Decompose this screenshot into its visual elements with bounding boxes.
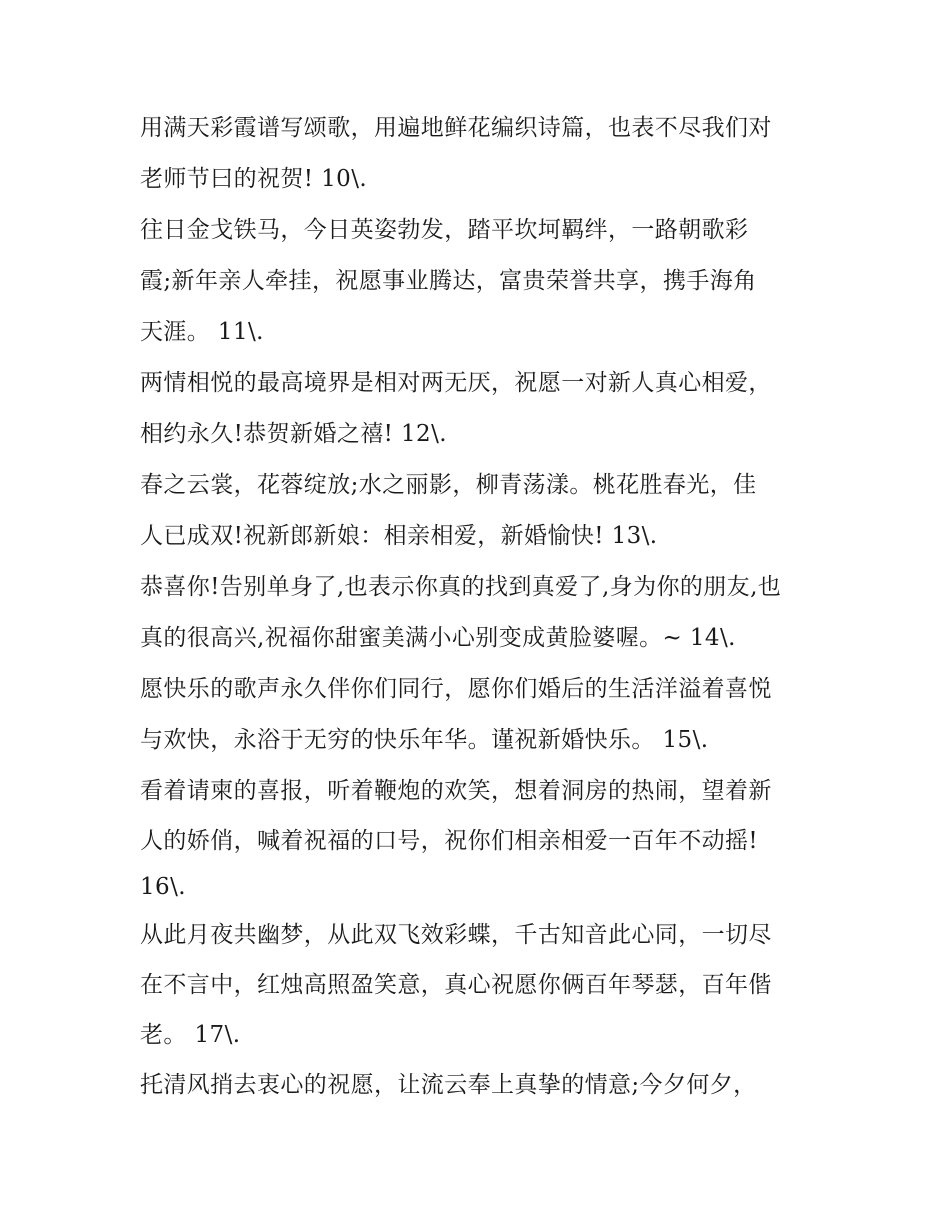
text-line: 托清风捎去衷心的祝愿，让流云奉上真挚的情意;今夕何夕，	[140, 1072, 757, 1098]
text-line: 天涯。 11\.	[140, 319, 264, 345]
text-line: 与欢快，永浴于无穷的快乐年华。谨祝新婚快乐。 15\.	[140, 727, 709, 753]
text-line: 相约永久!恭贺新婚之禧! 12\.	[140, 421, 447, 447]
text-line: 人已成双!祝新郎新娘：相亲相爱，新婚愉快! 13\.	[140, 523, 658, 549]
text-line: 从此月夜共幽梦，从此双飞效彩蝶，千古知音此心同，一切尽	[140, 922, 772, 948]
text-line: 看着请柬的喜报，听着鞭炮的欢笑，想着洞房的热闹，望着新	[140, 778, 772, 804]
text-line: 恭喜你!告别单身了,也表示你真的找到真爱了,身为你的朋友,也	[140, 574, 782, 600]
text-line: 人的娇俏，喊着祝福的口号，祝你们相亲相爱一百年不动摇!	[140, 828, 759, 854]
text-line: 老师节曰的祝贺! 10\.	[140, 166, 368, 192]
text-line: 两情相悦的最高境界是相对两无厌，祝愿一对新人真心相爱，	[140, 370, 772, 396]
text-line: 16\.	[140, 874, 186, 900]
text-line: 愿快乐的歌声永久伴你们同行，愿你们婚后的生活洋溢着喜悦	[140, 676, 772, 702]
text-line: 真的很高兴,祝福你甜蜜美满小心别变成黄脸婆喔。~ 14\.	[140, 625, 736, 651]
text-line: 春之云裳，花蓉绽放;水之丽影，柳青荡漾。桃花胜春光，佳	[140, 472, 757, 498]
text-line: 用满天彩霞谱写颂歌，用遍地鲜花编织诗篇，也表不尽我们对	[140, 115, 772, 141]
text-line: 霞;新年亲人牵挂，祝愿事业腾达，富贵荣誉共享，携手海角	[140, 268, 757, 294]
text-line: 往日金戈铁马，今日英姿勃发，踏平坎坷羁绊，一路朝歌彩	[140, 217, 749, 243]
text-line: 在不言中，红烛高照盈笑意，真心祝愿你俩百年琴瑟，百年偕	[140, 972, 772, 998]
text-line: 老。 17\.	[140, 1022, 241, 1048]
